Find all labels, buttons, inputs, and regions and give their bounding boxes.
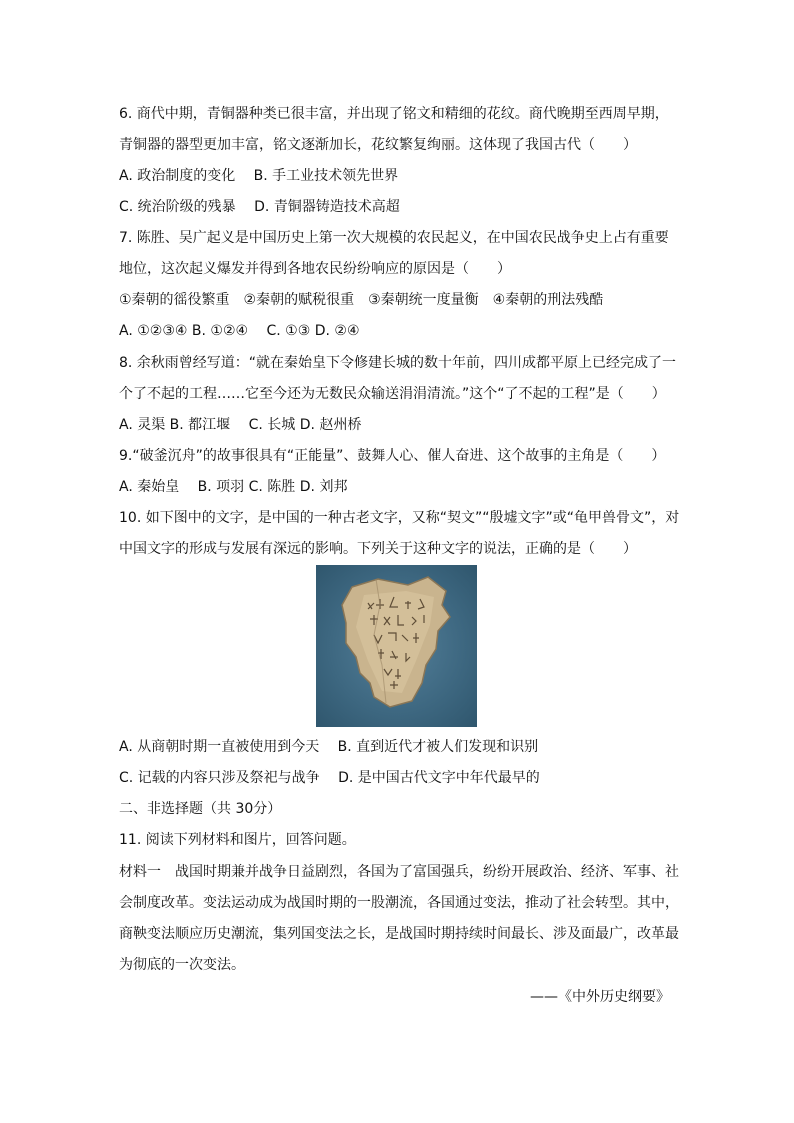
q9-stem: 9.“破釜沉舟”的故事很具有“正能量”、鼓舞人心、催人奋进、这个故事的主角是（ ） [119, 448, 666, 464]
q11-material-line-3: 商鞅变法顺应历史潮流，集列国变法之长，是战国时期持续时间最长、涉及面最广，改革最 [119, 926, 679, 942]
q7-options: A. ①②③④ B. ①②④ C. ①③ D. ②④ [119, 323, 360, 339]
q7-items: ①秦朝的徭役繁重 ②秦朝的赋税很重 ③秦朝统一度量衡 ④秦朝的刑法残酷 [119, 292, 604, 308]
q6-stem-line-2: 青铜器的器型更加丰富，铭文逐渐加长，花纹繁复绚丽。这体现了我国古代（ ） [119, 137, 637, 153]
q7-stem-line-1: 7. 陈胜、吴广起义是中国历史上第一次大规模的农民起义，在中国农民战争史上占有重要 [119, 230, 669, 246]
q11-material-line-4: 为彻底的一次变法。 [119, 957, 245, 973]
q6-options-ab: A. 政治制度的变化 B. 手工业技术领先世界 [119, 168, 399, 184]
q11-source: ——《中外历史纲要》 [530, 989, 670, 1005]
q8-stem-line-2: 个了不起的工程……它至今还为无数民众输送涓涓清流。”这个“了不起的工程”是（ ） [119, 386, 666, 402]
q7-stem-line-2: 地位，这次起义爆发并得到各地农民纷纷响应的原因是（ ） [119, 261, 511, 277]
q6-stem-line-1: 6. 商代中期，青铜器种类已很丰富，并出现了铭文和精细的花纹。商代晚期至西周早期， [119, 106, 669, 122]
q11-material-line-1: 材料一 战国时期兼并战争日益剧烈，各国为了富国强兵，纷纷开展政治、经济、军事、社 [119, 864, 679, 880]
q8-stem-line-1: 8. 余秋雨曾经写道：“就在秦始皇下令修建长城的数十年前，四川成都平原上已经完成了一 [119, 355, 677, 371]
q8-options: A. 灵渠 B. 都江堰 C. 长城 D. 赵州桥 [119, 417, 362, 433]
q10-stem-line-2: 中国文字的形成与发展有深远的影响。下列关于这种文字的说法，正确的是（ ） [119, 541, 637, 557]
q6-options-cd: C. 统治阶级的残暴 D. 青铜器铸造技术高超 [119, 199, 400, 215]
q10-stem-line-1: 10. 如下图中的文字，是中国的一种古老文字，又称“契文”“殷墟文字”或“龟甲兽骨文”，对 [119, 510, 680, 526]
q11-stem: 11. 阅读下列材料和图片，回答问题。 [119, 832, 356, 848]
q11-material-line-2: 会制度改革。变法运动成为战国时期的一股潮流，各国通过变法，推动了社会转型。其中， [119, 895, 679, 911]
q10-options-ab: A. 从商朝时期一直被使用到今天 B. 直到近代才被人们发现和识别 [119, 739, 539, 755]
section-heading: 二、非选择题（共 30分） [119, 801, 282, 817]
oracle-bone-photo [316, 565, 477, 727]
q9-options: A. 秦始皇 B. 项羽 C. 陈胜 D. 刘邦 [119, 479, 348, 495]
q10-options-cd: C. 记载的内容只涉及祭祀与战争 D. 是中国古代文字中年代最早的 [119, 770, 540, 786]
